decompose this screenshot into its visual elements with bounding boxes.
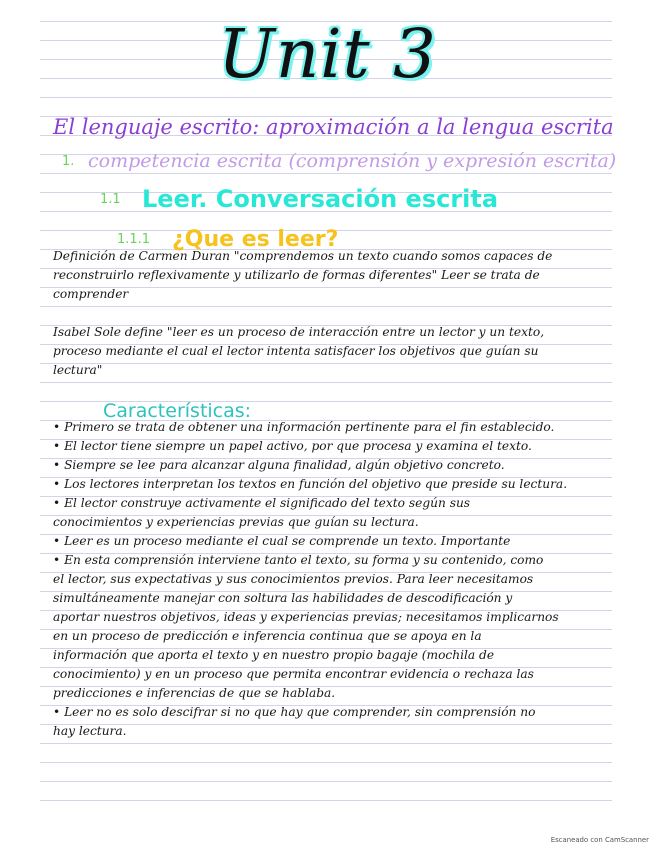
ruled-line <box>40 363 612 364</box>
ruled-line <box>40 762 612 763</box>
ruled-line <box>40 97 612 98</box>
characteristic-line: conocimientos y experiencias previas que guían su lectura. <box>53 515 419 529</box>
ruled-line <box>40 800 612 801</box>
definition1-line: Definición de Carmen Duran "comprendemos un texto cuando somos capaces de <box>53 249 553 263</box>
heading1-text: competencia escrita (comprensión y expresión escrita) <box>88 150 617 172</box>
characteristic-line: • El lector construye activamente el significado del texto según sus <box>53 496 471 510</box>
characteristic-line: • Primero se trata de obtener una información pertinente para el fin establecido. <box>53 420 555 434</box>
definition1-line: comprender <box>53 287 129 301</box>
heading3-text: ¿Que es leer? <box>172 227 339 252</box>
characteristic-line: información que aporta el texto y en nuestro propio bagaje (mochila de <box>53 648 495 662</box>
characteristic-line: • Los lectores interpretan los textos en función del objetivo que preside su lectura. <box>53 477 568 491</box>
characteristic-line: en un proceso de predicción e inferencia continua que se apoya en la <box>53 629 482 643</box>
characteristic-line: • Leer es un proceso mediante el cual se comprende un texto. Importante <box>53 534 511 548</box>
ruled-line <box>40 781 612 782</box>
characteristic-line: • En esta comprensión interviene tanto el texto, su forma y su contenido, como <box>53 553 544 567</box>
ruled-line <box>40 306 612 307</box>
heading2-text: Leer. Conversación escrita <box>142 185 499 213</box>
definition2-line: proceso mediante el cual el lector intenta satisfacer los objetivos que guían su <box>53 344 539 358</box>
definition1-line: reconstruirlo reflexivamente y utilizarlo de formas diferentes" Leer se trata de <box>53 268 540 282</box>
characteristic-line: • Siempre se lee para alcanzar alguna finalidad, algún objetivo concreto. <box>53 458 505 472</box>
heading2-number: 1.1 <box>100 192 121 207</box>
characteristic-line: • Leer no es solo descifrar si no que hay que comprender, sin comprensión no <box>53 705 536 719</box>
heading3-number: 1.1.1 <box>117 232 151 247</box>
characteristic-line: predicciones e inferencias de que se hablaba. <box>53 686 336 700</box>
characteristic-line: aportar nuestros objetivos, ideas y experiencias previas; necesitamos implicarnos <box>53 610 559 624</box>
characteristic-line: el lector, sus expectativas y sus conocimientos previos. Para leer necesitamos <box>53 572 534 586</box>
characteristic-line: • El lector tiene siempre un papel activo, por que procesa y examina el texto. <box>53 439 532 453</box>
scanner-footer: Escaneado con CamScanner <box>550 836 649 844</box>
characteristic-line: hay lectura. <box>53 724 127 738</box>
definition2-line: lectura" <box>53 363 103 377</box>
characteristic-line: simultáneamente manejar con soltura las habilidades de descodificación y <box>53 591 513 605</box>
heading1-number: 1. <box>62 154 75 169</box>
ruled-line <box>40 743 612 744</box>
page-subtitle: El lenguaje escrito: aproximación a la lengua escrita <box>53 115 614 139</box>
ruled-line <box>40 382 612 383</box>
characteristic-line: conocimiento) y en un proceso que permita encontrar evidencia o rechaza las <box>53 667 534 681</box>
characteristics-title: Características: <box>103 400 252 422</box>
page-title: Unit 3 <box>218 15 437 93</box>
definition2-line: Isabel Sole define "leer es un proceso de interacción entre un lector y un texto, <box>53 325 545 339</box>
